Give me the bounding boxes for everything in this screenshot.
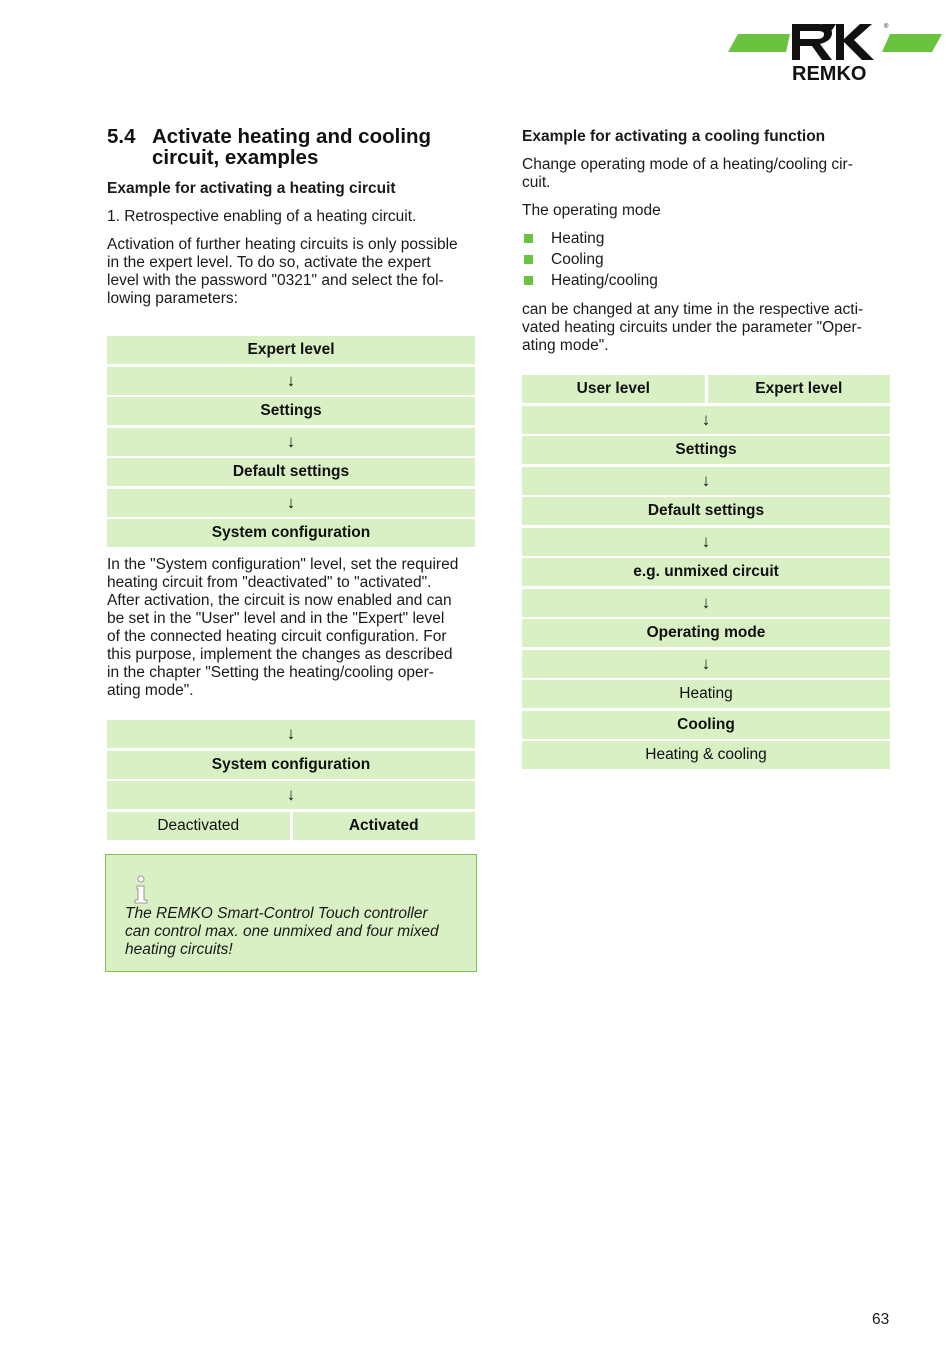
cooling-function-subhead: Example for activating a cooling function bbox=[522, 128, 826, 145]
down-arrow-icon: ↓ bbox=[107, 367, 475, 395]
flow-user-level: User level bbox=[522, 375, 705, 403]
svg-text:REMKO: REMKO bbox=[792, 63, 867, 85]
heating-circuit-subhead: Example for activating a heating circuit bbox=[107, 180, 396, 197]
down-arrow-icon: ↓ bbox=[522, 528, 890, 556]
down-arrow-icon: ↓ bbox=[522, 467, 890, 495]
flow-activated: Activated bbox=[293, 812, 476, 840]
system-configuration-paragraph: In the "System configuration" level, set the required heating circuit from "deactivated" to "activated". After activation, the circuit is now enabled and can be set in the "User" level and in the "Expert" level of the connected heating circuit configuration. For this purpose, implement the changes as described in the chapter "Setting the heating/cooling oper- ating mode". bbox=[107, 556, 459, 699]
list-item: Heating bbox=[522, 228, 892, 249]
down-arrow-icon: ↓ bbox=[107, 781, 475, 809]
page-number: 63 bbox=[872, 1311, 890, 1328]
operating-mode-list bbox=[522, 228, 892, 291]
flow-expert-level: Expert level bbox=[107, 336, 475, 364]
down-arrow-icon: ↓ bbox=[107, 489, 475, 517]
section-number: 5.4 bbox=[107, 125, 136, 148]
flow-default-settings: Default settings bbox=[107, 458, 475, 486]
flow-default-settings: Default settings bbox=[522, 497, 890, 525]
remko-logo bbox=[728, 20, 944, 86]
flow-system-configuration-2: System configuration bbox=[107, 751, 475, 779]
flow-settings: Settings bbox=[522, 436, 890, 464]
section-title-line1: Activate heating and cooling bbox=[152, 125, 432, 148]
bullet-icon bbox=[524, 276, 533, 285]
flow-operating-mode: Operating mode bbox=[522, 619, 890, 647]
left-column bbox=[107, 126, 477, 842]
flow-heating-cooling: Heating & cooling bbox=[522, 741, 890, 769]
info-box bbox=[105, 854, 477, 972]
down-arrow-icon: ↓ bbox=[107, 720, 475, 748]
change-anytime-paragraph: can be changed at any time in the respective acti- vated heating circuits under the parameter "Oper- ating mode". bbox=[522, 301, 864, 354]
section-title bbox=[107, 126, 477, 168]
flow-cooling: Cooling bbox=[522, 711, 890, 739]
flow-heating: Heating bbox=[522, 680, 890, 708]
flow-system-configuration: System configuration bbox=[107, 519, 475, 547]
info-icon bbox=[131, 875, 151, 905]
activation-paragraph: Activation of further heating circuits is only possible in the expert level. To do so, activate the expert level with the password "0321" and select the fol- lowing parameters: bbox=[107, 236, 458, 307]
list-item: Cooling bbox=[522, 249, 892, 270]
info-text: The REMKO Smart-Control Touch controller can control max. one unmixed and four mixed heating circuits! bbox=[125, 905, 439, 958]
operating-mode-flow-table bbox=[522, 375, 890, 769]
section-title-line2: circuit, examples bbox=[152, 146, 319, 169]
svg-text:®: ® bbox=[884, 24, 889, 30]
operating-mode-intro: The operating mode bbox=[522, 202, 661, 219]
down-arrow-icon: ↓ bbox=[107, 428, 475, 456]
retrospective-paragraph: 1. Retrospective enabling of a heating circuit. bbox=[107, 208, 417, 225]
flow-expert-level: Expert level bbox=[708, 375, 891, 403]
bullet-icon bbox=[524, 234, 533, 243]
change-mode-paragraph: Change operating mode of a heating/cooling cir- cuit. bbox=[522, 156, 853, 191]
flow-deactivated: Deactivated bbox=[107, 812, 290, 840]
down-arrow-icon: ↓ bbox=[522, 589, 890, 617]
down-arrow-icon: ↓ bbox=[522, 406, 890, 434]
expert-flow-table bbox=[107, 336, 475, 547]
list-item: Heating/cooling bbox=[522, 270, 892, 291]
right-column bbox=[522, 128, 892, 772]
activation-flow-table bbox=[107, 720, 475, 840]
flow-settings: Settings bbox=[107, 397, 475, 425]
down-arrow-icon: ↓ bbox=[522, 650, 890, 678]
flow-unmixed-circuit: e.g. unmixed circuit bbox=[522, 558, 890, 586]
bullet-icon bbox=[524, 255, 533, 264]
